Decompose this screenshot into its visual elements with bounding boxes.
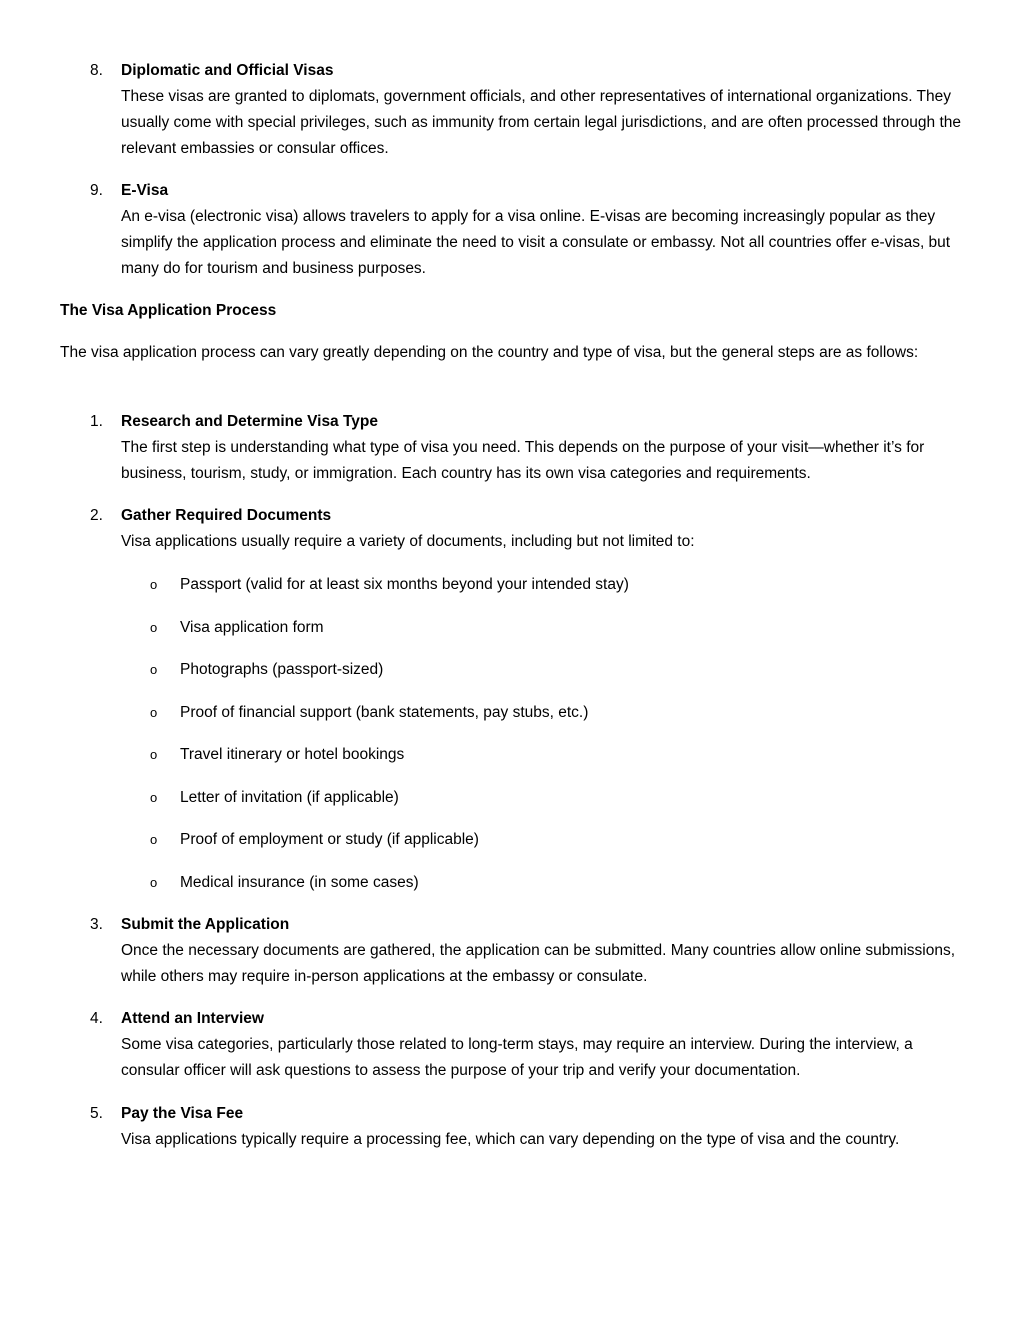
- bullet-marker: o: [150, 790, 158, 805]
- step-attend-interview: [60, 1006, 965, 1079]
- step-description: Visa applications typically require a processing fee, which can vary depending on the type of visa and the country.: [121, 1131, 900, 1148]
- list-item-e-visa: [60, 178, 965, 277]
- bullet-marker: o: [150, 577, 158, 592]
- document-text: Passport (valid for at least six months beyond your intended stay): [180, 576, 629, 593]
- list-item-body: [121, 58, 966, 162]
- list-item-title: Diplomatic and Official Visas: [121, 62, 334, 79]
- step-number: 4.: [90, 1010, 103, 1027]
- document-text: Letter of invitation (if applicable): [180, 789, 399, 806]
- document-text: Photographs (passport-sized): [180, 661, 384, 678]
- list-number: 9.: [90, 182, 103, 199]
- step-title: Research and Determine Visa Type: [121, 413, 379, 430]
- section-heading: The Visa Application Process: [60, 302, 277, 319]
- list-number: 8.: [90, 62, 103, 79]
- step-description: Once the necessary documents are gathered, the application can be submitted. Many countries allow online submissions, while others may require in-person applications at the embassy or consulate.: [121, 942, 956, 985]
- step-description: The first step is understanding what type of visa you need. This depends on the purpose of your visit—whether it’s for business, tourism, study, or immigration. Each country has its own visa categories and requirements.: [121, 439, 925, 482]
- step-title: Gather Required Documents: [121, 507, 332, 524]
- bullet-marker: o: [150, 875, 158, 890]
- step-research-visa-type: [60, 409, 965, 482]
- list-item-body: [121, 178, 966, 282]
- step-description: Some visa categories, particularly those related to long-term stays, may require an interview. During the interview, a consular officer will ask questions to assess the purpose of your trip and verify your documentation.: [121, 1036, 913, 1079]
- step-pay-visa-fee: [60, 1101, 965, 1155]
- step-body: [121, 1101, 966, 1153]
- list-item-diplomatic-visas: [60, 58, 965, 157]
- bullet-marker: o: [150, 662, 158, 677]
- bullet-marker: o: [150, 832, 158, 847]
- step-body: [121, 503, 966, 555]
- step-body: [121, 912, 966, 990]
- document-text: Travel itinerary or hotel bookings: [180, 746, 405, 763]
- step-title: Submit the Application: [121, 916, 290, 933]
- step-title: Pay the Visa Fee: [121, 1105, 244, 1122]
- step-submit-application: [60, 912, 965, 985]
- step-number: 2.: [90, 507, 103, 524]
- list-item-description: An e-visa (electronic visa) allows travelers to apply for a visa online. E-visas are becoming increasingly popular as they simplify the application process and eliminate the need to visit a consulate or embassy. Not all countries offer e-visas, but many do for tourism and business purposes.: [121, 208, 951, 277]
- document-text: Visa application form: [180, 619, 324, 636]
- step-number: 1.: [90, 413, 103, 430]
- list-item-description: These visas are granted to diplomats, government officials, and other representatives of international organizations. They usually come with special privileges, such as immunity from certain legal jurisdictions, and are often processed through the relevant embassies or consular offices.: [121, 88, 961, 157]
- bullet-marker: o: [150, 705, 158, 720]
- step-number: 5.: [90, 1105, 103, 1122]
- document-text: Proof of employment or study (if applicable): [180, 831, 479, 848]
- bullet-marker: o: [150, 747, 158, 762]
- document-text: Medical insurance (in some cases): [180, 874, 419, 891]
- step-body: [121, 409, 966, 487]
- step-title: Attend an Interview: [121, 1010, 264, 1027]
- list-item-title: E-Visa: [121, 182, 169, 199]
- document-text: Proof of financial support (bank statements, pay stubs, etc.): [180, 704, 589, 721]
- intro-paragraph: The visa application process can vary greatly depending on the country and type of visa, but the general steps are as follows:: [60, 344, 919, 361]
- step-gather-documents: [60, 503, 965, 557]
- bullet-marker: o: [150, 620, 158, 635]
- step-description: Visa applications usually require a variety of documents, including but not limited to:: [121, 533, 695, 550]
- step-number: 3.: [90, 916, 103, 933]
- step-body: [121, 1006, 966, 1084]
